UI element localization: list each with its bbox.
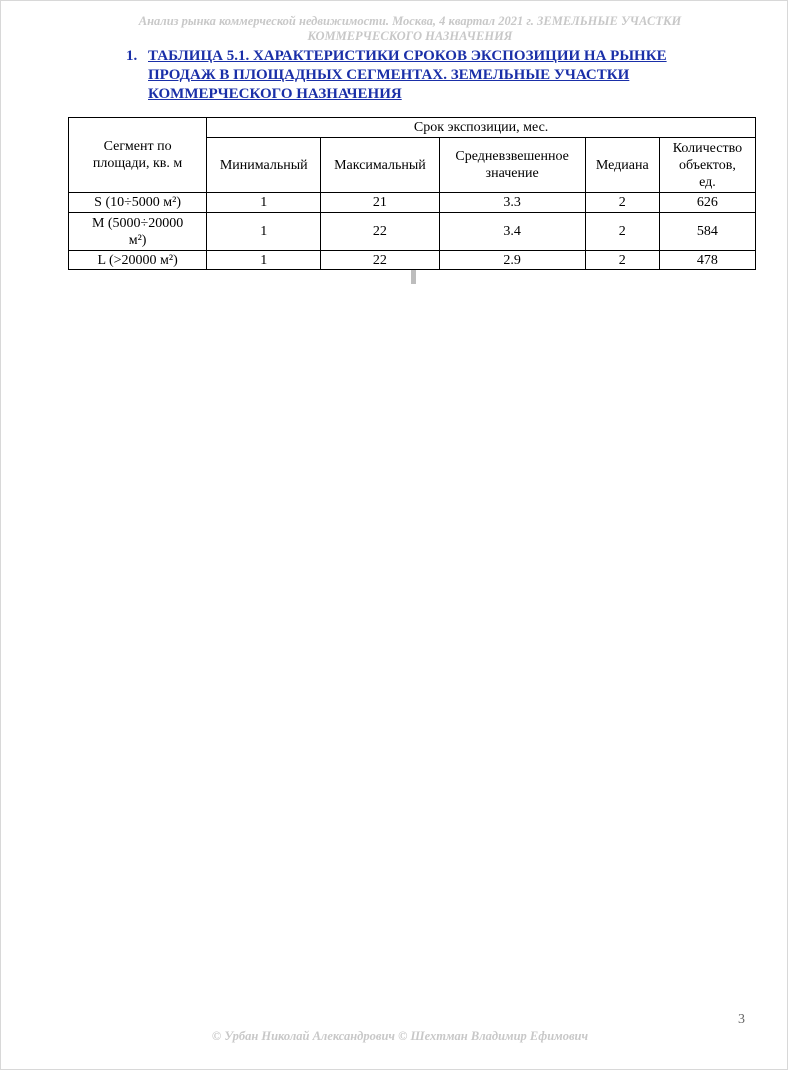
row-weighted: 2.9 — [439, 251, 585, 270]
heading-title-link[interactable] — [148, 47, 726, 104]
col-header-weighted — [439, 138, 585, 193]
running-header — [100, 14, 720, 44]
row-segment-line1: M (5000÷20000 — [91, 215, 184, 231]
row-min: 1 — [207, 193, 321, 213]
segment-header-line1: Сегмент по — [103, 139, 172, 154]
col-header-weighted-line1: Средневзвешенное — [455, 149, 569, 164]
row-median: 2 — [585, 251, 659, 270]
segment-header-line2: площади, кв. м — [92, 156, 183, 171]
page-number: 3 — [738, 1012, 745, 1027]
row-segment: L (>20000 м²) — [69, 251, 207, 270]
row-median: 2 — [585, 213, 659, 251]
row-max: 22 — [321, 213, 439, 251]
col-header-count-line3: ед. — [699, 174, 716, 190]
running-footer: © Урбан Николай Александрович © Шехтман Владимир Ефимович — [211, 1029, 589, 1043]
heading-line3: КОММЕРЧЕСКОГО НАЗНАЧЕНИЯ — [148, 86, 402, 102]
table-row — [69, 213, 756, 251]
row-weighted: 3.4 — [439, 213, 585, 251]
col-header-count-line2: объектов, — [678, 157, 736, 173]
row-count: 584 — [659, 213, 755, 251]
row-count: 626 — [659, 193, 755, 213]
heading-line1: ТАБЛИЦА 5.1. ХАРАКТЕРИСТИКИ СРОКОВ ЭКСПОЗИЦИИ НА РЫНКЕ — [148, 48, 667, 64]
row-segment: S (10÷5000 м²) — [69, 193, 207, 213]
heading-number: 1. — [126, 48, 138, 64]
table-row — [69, 193, 756, 213]
col-header-min: Минимальный — [207, 138, 321, 193]
col-header-median: Медиана — [585, 138, 659, 193]
text-cursor-marker — [411, 270, 416, 284]
running-header-line2: КОММЕРЧЕСКОГО НАЗНАЧЕНИЯ — [307, 29, 513, 43]
col-header-count — [659, 138, 755, 193]
running-header-line1: Анализ рынка коммерческой недвижимости. Москва, 4 квартал 2021 г. ЗЕМЕЛЬНЫЕ УЧАСТКИ — [138, 14, 682, 28]
row-min: 1 — [207, 213, 321, 251]
row-segment-line2: м²) — [128, 232, 147, 248]
row-count: 478 — [659, 251, 755, 270]
col-header-count-line1: Количество — [672, 140, 743, 156]
row-max: 22 — [321, 251, 439, 270]
table-row — [69, 251, 756, 270]
row-max: 21 — [321, 193, 439, 213]
exposure-group-header: Срок экспозиции, мес. — [207, 118, 756, 138]
heading-line2: ПРОДАЖ В ПЛОЩАДНЫХ СЕГМЕНТАХ. ЗЕМЕЛЬНЫЕ УЧАСТКИ — [148, 67, 630, 83]
row-weighted: 3.3 — [439, 193, 585, 213]
col-header-weighted-line2: значение — [485, 166, 539, 181]
segment-header-cell — [69, 118, 207, 193]
row-min: 1 — [207, 251, 321, 270]
col-header-max: Максимальный — [321, 138, 439, 193]
row-median: 2 — [585, 193, 659, 213]
row-segment — [69, 213, 207, 251]
exposure-table — [68, 117, 756, 270]
table-heading[interactable] — [126, 47, 726, 104]
